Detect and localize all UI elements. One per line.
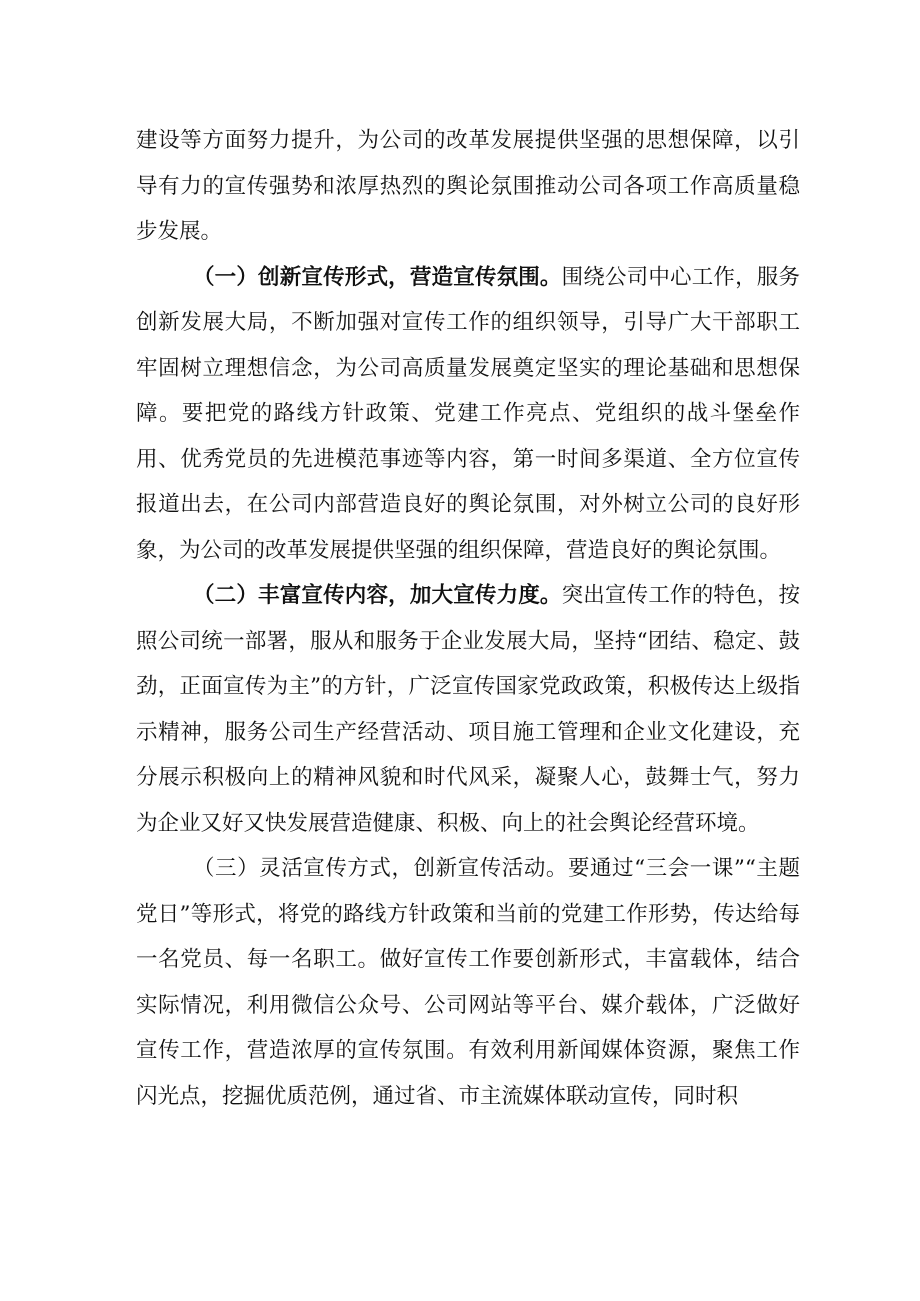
paragraph-text: 建设等方面努力提升，为公司的改革发展提供坚强的思想保障，以引导有力的宣传强势和浓厚热烈的舆论氛围推动公司各项工作高质量稳步发展。: [136, 128, 800, 244]
paragraph-text: 突出宣传工作的特色，按照公司统一部署，服从和服务于企业发展大局，坚持“团结、稳定、鼓劲，正面宣传为主”的方针，广泛宣传国家党政政策，积极传达上级指示精神，服务公司生产经营活动、项目施工管理和企业文化建设，充分展示积极向上的精神风貌和时代风采，凝聚人心，鼓舞士气，努力为企业又好又快发展营造健康、积极、向上的社会舆论经营环境。: [136, 583, 800, 836]
paragraph-section-3: [136, 846, 800, 1119]
paragraph-text: （三）灵活宣传方式，创新宣传活动。要通过“三会一课”“主题党日”等形式，将党的路线方针政策和当前的党建工作形势，传达给每一名党员、每一名职工。做好宣传工作要创新形式，丰富载体，结合实际情况，利用微信公众号、公司网站等平台、媒介载体，广泛做好宣传工作，营造浓厚的宣传氛围。有效利用新闻媒体资源，聚焦工作闪光点，挖掘优质范例，通过省、市主流媒体联动宣传，同时积: [136, 856, 800, 1109]
paragraph-section-1: [136, 255, 800, 574]
section-heading: （一）创新宣传形式，营造宣传氛围。: [192, 264, 562, 290]
paragraph-text: 围绕公司中心工作，服务创新发展大局，不断加强对宣传工作的组织领导，引导广大干部职工牢固树立理想信念，为公司高质量发展奠定坚实的理论基础和思想保障。要把党的路线方针政策、党建工作亮点、党组织的战斗堡垒作用、优秀党员的先进模范事迹等内容，第一时间多渠道、全方位宣传报道出去，在公司内部营造良好的舆论氛围，对外树立公司的良好形象，为公司的改革发展提供坚强的组织保障，营造良好的舆论氛围。: [136, 264, 800, 563]
paragraph-continuation: [136, 118, 800, 255]
section-heading: （二）丰富宣传内容，加大宣传力度。: [192, 583, 562, 608]
document-body: [136, 118, 800, 1119]
paragraph-section-2: [136, 573, 800, 846]
